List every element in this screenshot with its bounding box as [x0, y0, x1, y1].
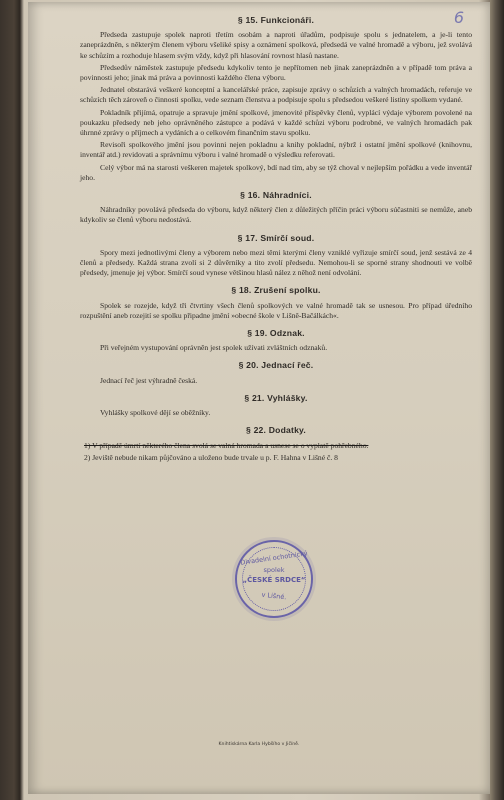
section-heading: § 22. Dodatky.: [246, 425, 306, 436]
section-paragraph: Revisoři spolkového jmění jsou povinni nejen pokladnu a knihy pokladní, nýbrž i ostatní jmění spolkové (knihovnu, inventář atd.) revidovati a správnímu výboru i valné hromadě o výsledku referovati.: [80, 140, 472, 160]
stamp-line-4: v Lišné.: [261, 590, 287, 602]
section-heading: § 20. Jednací řeč.: [238, 360, 314, 371]
section-paragraph: Spolek se rozejde, když tři čtvrtiny všech členů spolkových ve valné hromadě tak se usnesou. Pro případ úředního rozpuštění aneb rozejití se spolku připadne jmění »obecné škole v Lišně-Bačálkách«.: [80, 300, 472, 320]
section-heading: § 16. Náhradníci.: [240, 190, 312, 201]
section-heading: § 15. Funkcionáři.: [237, 15, 315, 25]
society-stamp: [235, 540, 313, 618]
section-paragraph: Vyhlášky spolkové dějí se oběžníky.: [100, 408, 211, 418]
section-heading: § 17. Smírčí soud.: [237, 232, 315, 243]
section-paragraph: Náhradníky povolává předseda do výboru, když některý člen z důležitých příčin práci výboru súčastniti se nemůže, aneb kdykoliv se členů výboru nedostává.: [80, 205, 472, 225]
page-number: 6: [453, 8, 464, 27]
section-paragraph: Spory mezi jednotlivými členy a výborem nebo mezi těmi kterými členy vzniklé vyřizuje smírčí soud, jenž sestává ze 4 členů a předsedy. Každá strana zvolí si 2 důvěrníky a tito zvolí předsedu. Nemohou-li se sporné strany shodnouti ve volbě předsedy, jmenuje jej výbor. Smírčí soud vynese většinou hlasů nález z něhož není odvolání.: [80, 247, 472, 278]
section-paragraph: Jednatel obstarává veškeré konceptní a kancelářské práce, zapisuje zprávy o schůzích a valných hromadách, referuje ve schůzích těch zároveň o činnosti spolku, vede seznam členstva a podpisuje spolu s předsedou veškeré listiny spolkem vydané.: [80, 85, 472, 105]
stamp-line-1: Divadelní ochotnický: [239, 549, 309, 567]
section-heading: § 18. Zrušení spolku.: [231, 285, 321, 296]
document-body: [80, 8, 472, 465]
document-page: [28, 2, 490, 794]
section-paragraph: Při veřejném vystupování oprávněn jest spolek užívati zvláštních odznaků.: [100, 343, 328, 353]
page-edge: [490, 0, 504, 800]
section-paragraph: Předsedův náměstek zastupuje předsedu kdykoliv tento je nepřítomen neb jinak zaneprázdněn a v případě tom práva a povinnosti jeho; jinak má práva a povinnosti každého člena výboru.: [80, 62, 472, 83]
section-heading: § 19. Odznak.: [247, 328, 305, 339]
stamp-line-3: „ČESKÉ SRDCE“: [242, 576, 306, 584]
section-paragraph: Pokladník přijímá, opatruje a spravuje jmění spolkové, jmenovité příspěvky členů, vyplácí výdaje výborem povolené na poukazku předsedy neb jeho oprávněného zástupce a podává v každé schůzi výboru podrobné, ve valných hromadách pak úhrnné zprávy o příjmech a vydáních a o celkovém finančním stavu spolku.: [80, 107, 472, 138]
stamp-line-2: spolek: [263, 566, 285, 574]
section-paragraph: Předseda zastupuje spolek naproti třetím osobám a naproti úřadům, podpisuje spolu s jednatelem, a je-li tento zaneprázdněn, s některým členem výboru všeliké spisy a oznámení spolková, předsedá ve valné hromadě a výboru, jež svolává ke schůzím a rozhoduje hlasem svým vždy, když při hlasování rovnost hlasů nastane.: [80, 30, 472, 60]
section-heading: § 21. Vyhlášky.: [244, 392, 308, 403]
section-paragraph: Celý výbor má na starosti veškeren majetek spolkový, bdí nad tím, aby se týž choval v nejlepším pořádku a vede inventář jeho.: [80, 162, 472, 182]
struck-item: 1) V případě úmrtí některého člena svolá se valná hromada a usnese se o vyplatě pohřebného.: [84, 440, 369, 450]
list-item: 2) Jeviště nebude nikam půjčováno a uloženo bude trvale u p. F. Hahna v Lišné č. 8: [84, 452, 338, 462]
printer-footer: Knihtiskárna Karla Hybšího v Jičíně.: [218, 742, 300, 747]
section-paragraph: Jednací řeč jest výhradně česká.: [100, 375, 198, 385]
